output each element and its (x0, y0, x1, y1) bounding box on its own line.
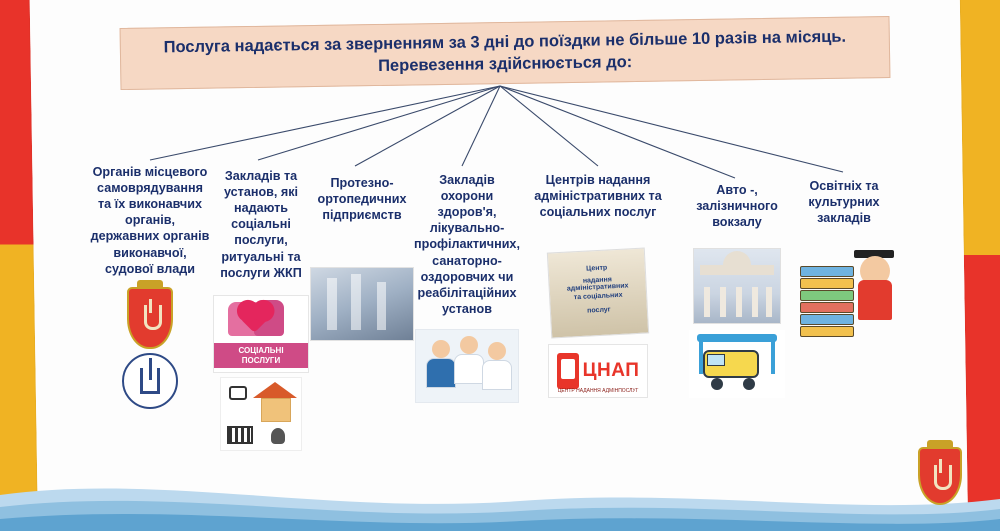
station-column-3 (736, 287, 742, 317)
cnap-mark-icon (557, 353, 579, 389)
graduate-gown-icon (858, 280, 892, 320)
destination-art (90, 287, 210, 409)
destination-label: Органів місцевого самоврядування та їх виконавчих органів, державних органів виконавчої, судової влади (90, 165, 210, 276)
social-card-line-2: ПОСЛУГИ (241, 355, 281, 365)
crown-part-icon (137, 280, 163, 289)
station-roofline (700, 265, 774, 275)
destination-block-stations (685, 182, 789, 398)
destination-art (205, 295, 317, 451)
destination-art (528, 250, 668, 398)
judicial-authority-seal-icon (122, 353, 178, 409)
bus-window (707, 354, 725, 366)
destination-art (790, 250, 898, 342)
bus-shelter-post-right (771, 340, 775, 374)
corner-crown-part-icon (927, 440, 953, 449)
books-and-graduate-icon (794, 250, 894, 342)
bus-shelter-roof (697, 334, 777, 342)
roof-icon (253, 382, 297, 398)
destination-art (685, 248, 789, 398)
destination-label: Центрів надання адміністративних та соціальних послуг (534, 173, 662, 220)
destination-art (310, 267, 414, 341)
station-column-2 (720, 287, 726, 317)
destination-art (412, 329, 522, 403)
station-column-4 (752, 287, 758, 317)
book-5 (800, 278, 854, 289)
administrative-services-sign-photo (547, 248, 649, 339)
social-services-card-icon (213, 295, 309, 373)
prosthetic-legs-photo (310, 267, 414, 341)
sign-line-1: Центр (586, 264, 608, 273)
doctor-body-1 (426, 358, 456, 388)
doctor-head-2 (460, 336, 478, 354)
social-card-line-1: СОЦІАЛЬНІ (238, 346, 284, 356)
cnap-logo-text: ЦНАП (582, 360, 640, 382)
sign-line-2: надання адміністративних (566, 276, 629, 293)
utilities-house-icon (220, 377, 302, 451)
house-body-icon (261, 398, 291, 422)
light-bulb-icon (271, 428, 285, 444)
destination-block-healthcare (412, 172, 522, 403)
radiator-icon (227, 426, 253, 444)
book-6 (800, 266, 854, 277)
prosthetic-leg-left (327, 278, 337, 330)
destination-block-social-institutions (205, 168, 317, 451)
book-2 (800, 314, 854, 325)
sign-line-3: та соціальних (573, 292, 623, 302)
destination-block-admin-service-centres (528, 172, 668, 398)
cnap-logo-icon (548, 344, 648, 398)
book-1 (800, 326, 854, 337)
book-4 (800, 290, 854, 301)
destination-block-local-government (90, 164, 210, 409)
doctor-head-1 (432, 340, 450, 358)
book-3 (800, 302, 854, 313)
bus-stop-icon (689, 330, 785, 398)
destination-block-education-culture (790, 178, 898, 342)
prosthetic-leg-right (351, 274, 361, 330)
prosthetic-leg-extra (377, 282, 386, 330)
destination-label: Протезно-ортопедичних підприємств (317, 176, 407, 223)
banner-line-1: Послуга надається за зверненням за 3 дні до поїздки не більше 10 разів на місяць. (163, 27, 847, 57)
banner-line-2: Перевезення здійснюється до: (377, 53, 633, 75)
social-card-caption (214, 343, 308, 367)
destination-label: Закладів охорони здоров'я, лікувально-профілактичних, санаторно-оздоровчих чи реабілітаційних установ (414, 173, 520, 316)
doctor-body-2 (454, 354, 484, 384)
corner-odesa-coat-of-arms-icon (916, 447, 964, 511)
station-column-1 (704, 287, 710, 317)
destination-label: Закладів та установ, які надають соціальні послуги, ритуальні та послуги ЖКП (220, 169, 302, 280)
doctor-body-3 (482, 360, 512, 390)
destination-block-prosthetics (310, 175, 414, 341)
water-tap-icon (229, 386, 247, 400)
sign-line-4: послуг (587, 306, 611, 315)
medical-staff-photo (415, 329, 519, 403)
station-column-5 (766, 287, 772, 317)
trident-icon (140, 368, 160, 394)
railway-station-building-photo (693, 248, 781, 324)
cnap-logo-subtext: ЦЕНТР НАДАННЯ АДМІНПОСЛУГ (557, 388, 639, 395)
bus-wheel-front (711, 378, 723, 390)
doctor-head-3 (488, 342, 506, 360)
bus-wheel-rear (743, 378, 755, 390)
destination-label: Авто -, залізничного вокзалу (696, 183, 778, 230)
destination-label: Освітніх та культурних закладів (808, 179, 880, 226)
odesa-coat-of-arms-icon (127, 287, 173, 349)
